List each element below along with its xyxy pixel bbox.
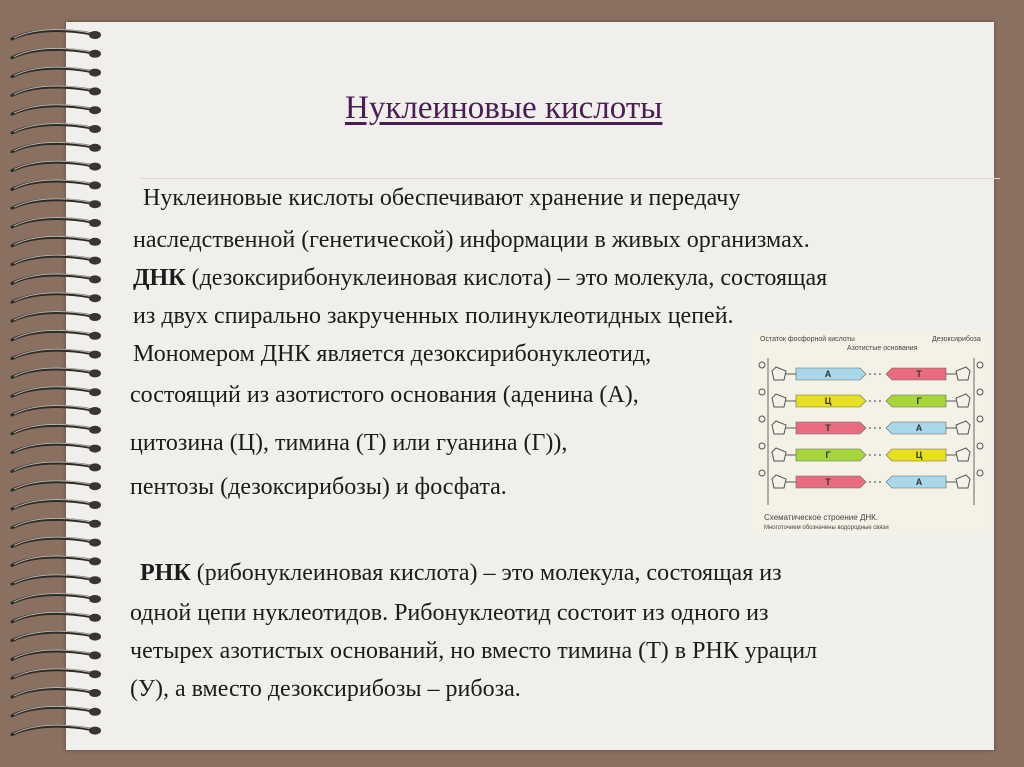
- dna-definition: (дезоксирибонуклеиновая кислота) – это молекула, состоящая: [185, 265, 828, 291]
- figure-caption-sub: Многоточием обозначены водородные связи: [764, 525, 889, 531]
- phosphate-icon: [977, 470, 983, 476]
- p1-line-5: Мономером ДНК является дезоксирибонуклеотид,: [133, 341, 652, 367]
- spiral-ring: [12, 612, 101, 621]
- spiral-ring: [12, 518, 101, 527]
- deoxyribose-icon: [772, 421, 786, 434]
- base-left: [796, 476, 866, 488]
- spiral-ring: [12, 30, 101, 39]
- phosphate-icon: [759, 470, 765, 476]
- deoxyribose-icon: [956, 475, 970, 488]
- label-phosphate: Остаток фосфорной кислоты: [760, 336, 855, 343]
- p1-line-1: Нуклеиновые кислоты обеспечивают хранение и передачу: [143, 185, 741, 211]
- phosphate-icon: [977, 443, 983, 449]
- spiral-ring: [12, 631, 101, 640]
- label-sugar: Дезоксирибоза: [932, 336, 981, 343]
- spiral-ring: [12, 725, 101, 734]
- p1-line-6: состоящий из азотистого основания (аденина (А),: [130, 382, 639, 408]
- spiral-ring: [12, 387, 101, 396]
- spiral-ring: [12, 349, 101, 358]
- p1-line-4: из двух спирально закрученных полинуклеотидных цепей.: [133, 303, 734, 329]
- deoxyribose-icon: [956, 367, 970, 380]
- slide-title: Нуклеиновые кислоты: [345, 90, 663, 126]
- spiral-binding: [0, 22, 110, 750]
- spiral-ring: [12, 161, 101, 170]
- deoxyribose-icon: [772, 448, 786, 461]
- spiral-ring: [12, 255, 101, 264]
- spiral-ring: [12, 142, 101, 151]
- deoxyribose-icon: [772, 367, 786, 380]
- base-left: [796, 449, 866, 461]
- phosphate-icon: [759, 443, 765, 449]
- spiral-ring: [12, 218, 101, 227]
- deoxyribose-icon: [956, 448, 970, 461]
- dna-diagram: [752, 330, 990, 535]
- spiral-ring: [12, 500, 101, 509]
- dna-structure-figure: [752, 330, 990, 535]
- figure-caption: Схематическое строение ДНК.: [764, 513, 879, 522]
- p1-line-7: цитозина (Ц), тимина (Т) или гуанина (Г)),: [130, 430, 568, 456]
- spiral-ring: [12, 406, 101, 415]
- phosphate-icon: [759, 362, 765, 368]
- base-left-label: Т: [825, 477, 831, 487]
- spiral-ring: [12, 669, 101, 678]
- p1-line-3: [133, 263, 827, 293]
- p2-line-2: одной цепи нуклеотидов. Рибонуклеотид состоит из одного из: [130, 600, 769, 626]
- spiral-ring: [12, 575, 101, 584]
- base-left-label: А: [824, 369, 832, 379]
- spiral-ring: [12, 105, 101, 114]
- base-left: [796, 422, 866, 434]
- spiral-ring: [12, 481, 101, 490]
- spiral-ring: [12, 312, 101, 321]
- spiral-ring: [12, 124, 101, 133]
- spiral-ring: [12, 688, 101, 697]
- spiral-ring: [12, 650, 101, 659]
- base-left-label: Ц: [824, 396, 832, 406]
- base-left-label: Т: [825, 423, 831, 433]
- base-right-label: Т: [916, 369, 922, 379]
- base-left-label: Г: [825, 450, 831, 460]
- deoxyribose-icon: [956, 394, 970, 407]
- p1-line-8: пентозы (дезоксирибозы) и фосфата.: [130, 474, 507, 500]
- deoxyribose-icon: [772, 475, 786, 488]
- spiral-ring: [12, 330, 101, 339]
- title-divider: [140, 178, 1000, 179]
- spiral-ring: [12, 594, 101, 603]
- p2-line-1: [140, 558, 782, 588]
- spiral-ring: [12, 706, 101, 715]
- spiral-ring: [12, 48, 101, 57]
- spiral-ring: [12, 67, 101, 76]
- base-right-label: А: [915, 423, 923, 433]
- p1-line-2: наследственной (генетической) информации в живых организмах.: [133, 227, 810, 253]
- p2-line-4: (У), а вместо дезоксирибозы – рибоза.: [130, 676, 521, 702]
- rna-term: РНК: [140, 560, 191, 586]
- phosphate-icon: [977, 389, 983, 395]
- spiral-ring: [12, 180, 101, 189]
- phosphate-icon: [977, 362, 983, 368]
- spiral-ring: [12, 368, 101, 377]
- spiral-ring: [12, 236, 101, 245]
- spiral-ring: [12, 274, 101, 283]
- base-right-label: А: [915, 477, 923, 487]
- phosphate-icon: [759, 389, 765, 395]
- spiral-ring: [12, 424, 101, 433]
- spiral-ring: [12, 293, 101, 302]
- phosphate-icon: [977, 416, 983, 422]
- spiral-ring: [12, 556, 101, 565]
- spiral-ring: [12, 537, 101, 546]
- dna-backbone: [759, 358, 983, 505]
- base-right-label: Ц: [915, 450, 923, 460]
- rna-definition: (рибонуклеиновая кислота) – это молекула, состоящая из: [190, 560, 782, 586]
- dna-term: ДНК: [133, 265, 186, 291]
- deoxyribose-icon: [956, 421, 970, 434]
- base-pairs: [796, 368, 946, 488]
- deoxyribose-icon: [772, 394, 786, 407]
- spiral-ring: [12, 443, 101, 452]
- spiral-ring: [12, 86, 101, 95]
- p2-line-3: четырех азотистых оснований, но вместо тимина (Т) в РНК урацил: [130, 638, 818, 664]
- base-right-label: Г: [916, 396, 922, 406]
- spiral-ring: [12, 462, 101, 471]
- spiral-ring: [12, 199, 101, 208]
- phosphate-icon: [759, 416, 765, 422]
- label-bases: Азотистые основания: [847, 345, 918, 352]
